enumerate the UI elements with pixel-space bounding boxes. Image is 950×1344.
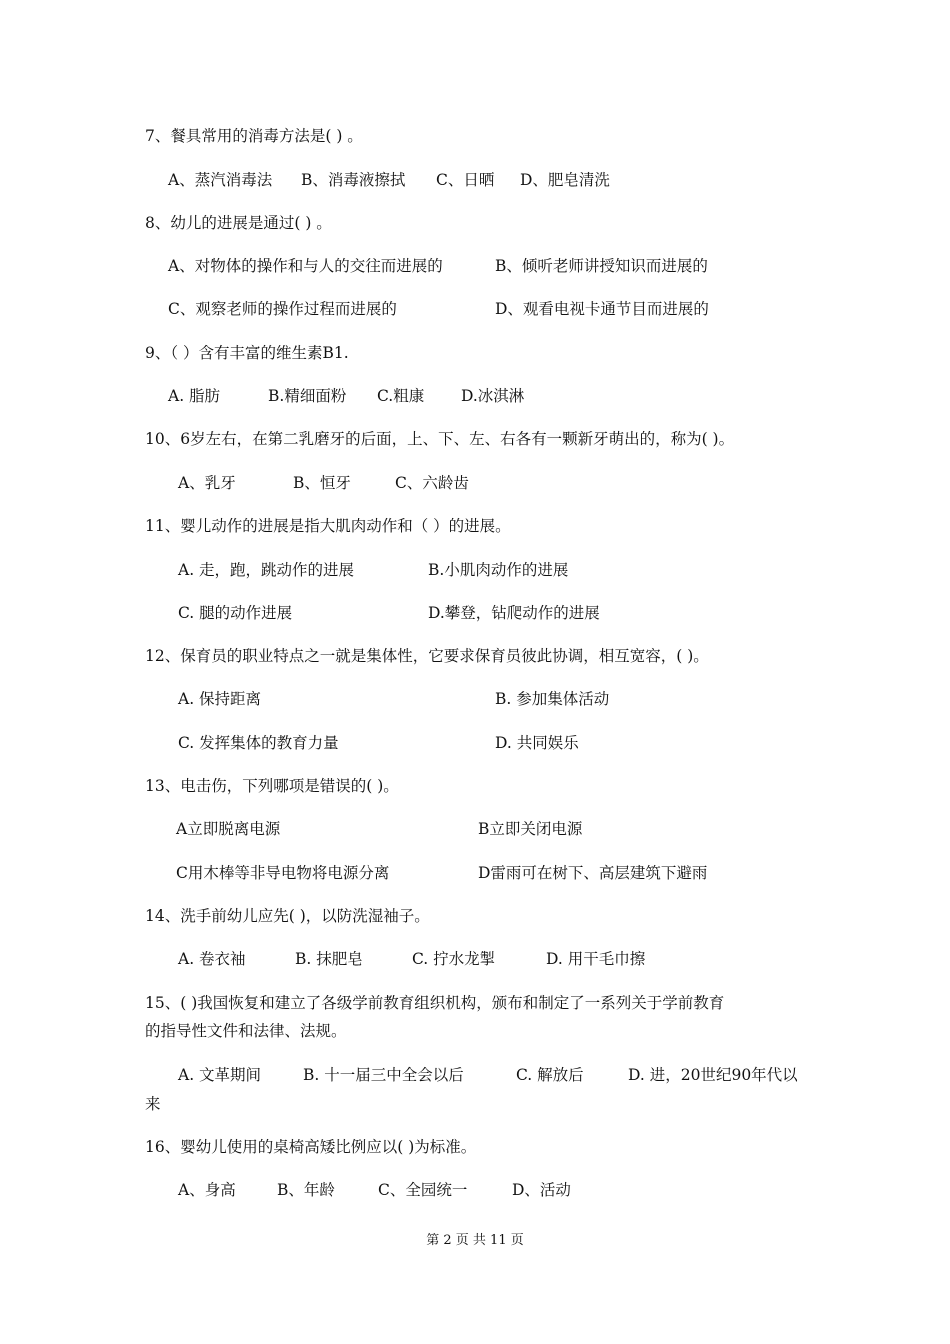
question-7-option-b: B、消毒液擦拭	[301, 171, 406, 189]
question-9-option-c: C.粗康	[377, 387, 425, 405]
question-9-option-a: A. 脂肪	[168, 387, 221, 405]
question-15-option-d: D. 进，20世纪90年代以	[628, 1066, 798, 1084]
question-9-stem: 9、（ ）含有丰富的维生素B1.	[145, 344, 349, 362]
question-15-option-d-continued: 来	[145, 1095, 161, 1113]
question-11-option-b: B.小肌肉动作的进展	[428, 561, 569, 579]
question-14-option-c: C. 拧水龙掣	[412, 950, 496, 968]
question-13-option-d: D雷雨可在树下、高层建筑下避雨	[478, 864, 708, 882]
question-12-option-a: A. 保持距离	[178, 690, 262, 708]
question-16-option-b: B、年龄	[277, 1181, 335, 1199]
question-15-stem-continued: 的指导性文件和法律、法规。	[145, 1022, 347, 1040]
question-16-option-c: C、全园统一	[378, 1181, 468, 1199]
question-8-stem: 8、幼儿的进展是通过( ) 。	[145, 214, 332, 232]
question-15-option-a: A. 文革期间	[178, 1066, 262, 1084]
question-13-option-a: A立即脱离电源	[176, 820, 281, 838]
question-10-stem: 10、6岁左右，在第二乳磨牙的后面，上、下、左、右各有一颗新牙萌出的，称为( )。	[145, 430, 735, 448]
question-10-option-b: B、恒牙	[293, 474, 351, 492]
question-16-option-d: D、活动	[512, 1181, 571, 1199]
question-14-option-a: A. 卷衣袖	[178, 950, 246, 968]
question-8-option-a: A、对物体的操作和与人的交往而进展的	[168, 257, 443, 275]
question-15-option-c: C. 解放后	[516, 1066, 584, 1084]
question-12-option-c: C. 发挥集体的教育力量	[178, 734, 339, 752]
question-16-option-a: A、身高	[178, 1181, 236, 1199]
question-9-option-b: B.精细面粉	[268, 387, 347, 405]
question-16-stem: 16、婴幼儿使用的桌椅高矮比例应以( )为标准。	[145, 1138, 477, 1156]
question-10-option-a: A、乳牙	[178, 474, 236, 492]
question-12-option-d: D. 共同娱乐	[495, 734, 579, 752]
question-7-option-c: C、日晒	[436, 171, 495, 189]
question-11-option-d: D.攀登，钻爬动作的进展	[428, 604, 600, 622]
question-8-option-d: D、观看电视卡通节目而进展的	[495, 300, 709, 318]
question-11-stem: 11、婴儿动作的进展是指大肌肉动作和（ ）的进展。	[145, 517, 511, 535]
question-8-option-b: B、倾听老师讲授知识而进展的	[495, 257, 708, 275]
question-7-option-a: A、蒸汽消毒法	[168, 171, 273, 189]
question-12-option-b: B. 参加集体活动	[495, 690, 610, 708]
question-14-option-b: B. 抹肥皂	[295, 950, 363, 968]
question-15-option-b: B. 十一届三中全会以后	[303, 1066, 464, 1084]
question-14-option-d: D. 用干毛巾擦	[546, 950, 646, 968]
question-7-option-d: D、肥皂清洗	[520, 171, 610, 189]
question-13-option-b: B立即关闭电源	[478, 820, 583, 838]
question-7-stem: 7、餐具常用的消毒方法是( ) 。	[145, 127, 363, 145]
question-10-option-c: C、六龄齿	[395, 474, 469, 492]
question-14-stem: 14、洗手前幼儿应先( )，以防洗湿袖子。	[145, 907, 430, 925]
question-12-stem: 12、保育员的职业特点之一就是集体性，它要求保育员彼此协调，相互宽容，( )。	[145, 647, 709, 665]
page-number-footer: 第 2 页 共 11 页	[426, 1233, 524, 1248]
question-13-stem: 13、电击伤，下列哪项是错误的( )。	[145, 777, 399, 795]
question-11-option-a: A. 走，跑，跳动作的进展	[178, 561, 355, 579]
question-8-option-c: C、观察老师的操作过程而进展的	[168, 300, 397, 318]
question-11-option-c: C. 腿的动作进展	[178, 604, 293, 622]
question-9-option-d: D.冰淇淋	[461, 387, 525, 405]
question-15-stem: 15、( )我国恢复和建立了各级学前教育组织机构，颁布和制定了一系列关于学前教育	[145, 994, 725, 1012]
question-13-option-c: C用木棒等非导电物将电源分离	[176, 864, 390, 882]
